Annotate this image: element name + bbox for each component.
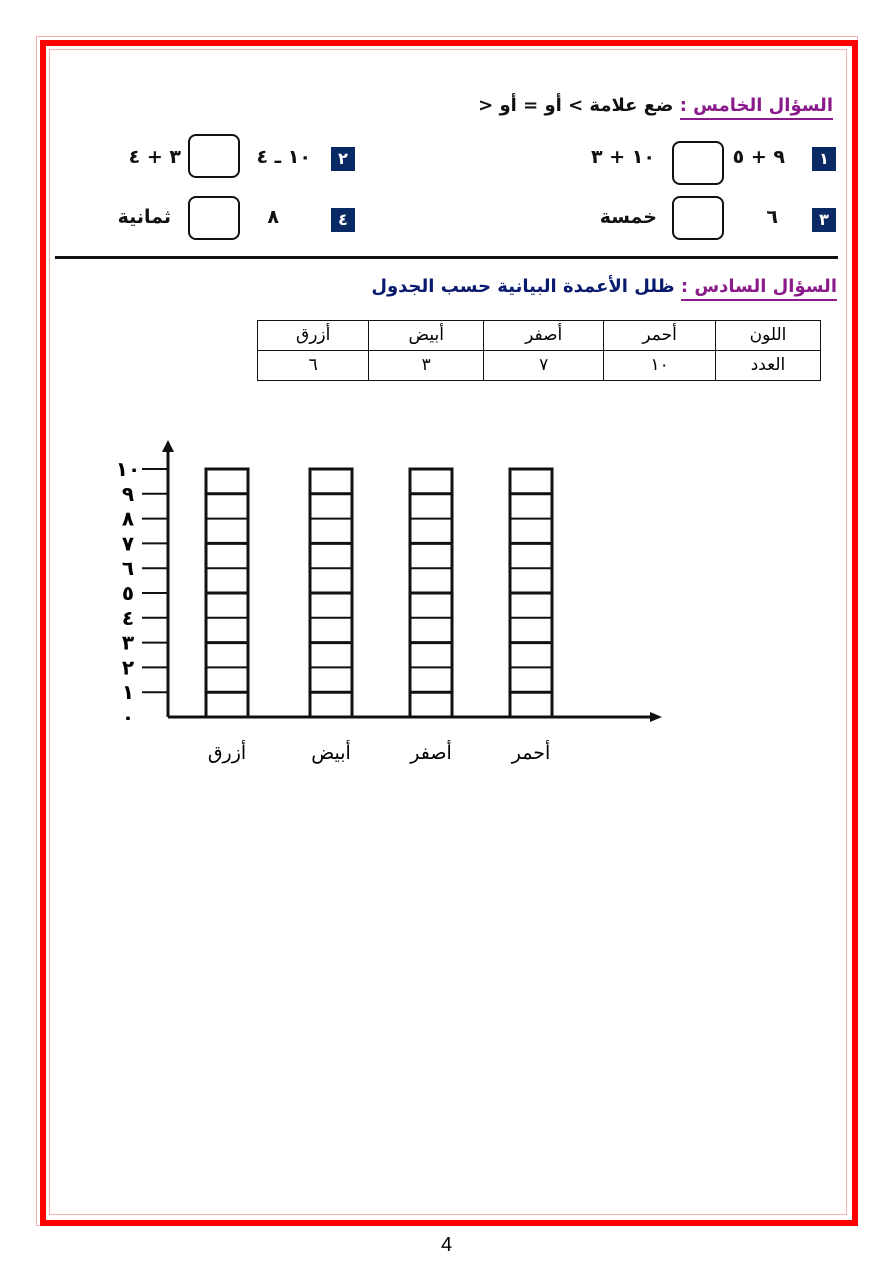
item-number-badge: ٤ [331,208,355,232]
table-cell: ٦ [258,351,369,381]
x-category-label: أصفر [410,742,452,764]
item-left-expression: ١٠ ـ ٤ [256,146,311,168]
item-number-badge: ٢ [331,147,355,171]
table-cell: ٧ [484,351,604,381]
y-tick-label: ١ [121,680,135,705]
table-header-cell: العدد [716,351,821,381]
x-category-label: أزرق [207,742,247,764]
table-cell: أصفر [484,321,604,351]
item-number-badge: ٣ [812,208,836,232]
item-right-expression: ١٠ + ٣ [591,146,655,168]
y-tick-label: ٤ [121,605,135,630]
y-tick-label: ٢ [121,655,135,680]
table-cell: ٣ [369,351,484,381]
y-tick-label: ١٠ [115,457,141,481]
y-axis-arrow-icon [162,440,174,452]
item-number-badge: ١ [812,147,836,171]
y-tick-label: ٥ [121,581,135,605]
item-left-expression: ٨ [267,206,279,228]
question5-instruction: ضع علامة > أو = أو < [478,95,674,116]
item-right-expression: خمسة [599,206,657,228]
x-axis-arrow-icon [650,712,662,722]
question5-label: السؤال الخامس : [680,95,833,120]
item-right-expression: ثمانية [117,206,171,228]
y-tick-label: ٨ [121,506,135,531]
y-tick-label: ٧ [121,531,135,556]
item-right-expression: ٣ + ٤ [128,146,181,168]
x-category-label: أبيض [311,742,351,764]
table-cell: ١٠ [604,351,716,381]
table-header-cell: اللون [716,321,821,351]
page-number: 4 [440,1234,453,1256]
y-tick-label: ٣ [121,630,135,655]
item-left-expression: ٩ + ٥ [732,146,785,168]
question6-label: السؤال السادس : [681,276,837,301]
x-category-label: أحمر [511,742,551,764]
table-cell: أبيض [369,321,484,351]
table-cell: أزرق [258,321,369,351]
y-tick-label: ٩ [121,481,135,506]
item-left-expression: ٦ [766,206,778,228]
question6-instruction: ظلل الأعمدة البيانية حسب الجدول [371,276,675,297]
y-tick-label: ٦ [121,556,135,581]
table-cell: أحمر [604,321,716,351]
y-tick-label: ٠ [121,705,135,729]
